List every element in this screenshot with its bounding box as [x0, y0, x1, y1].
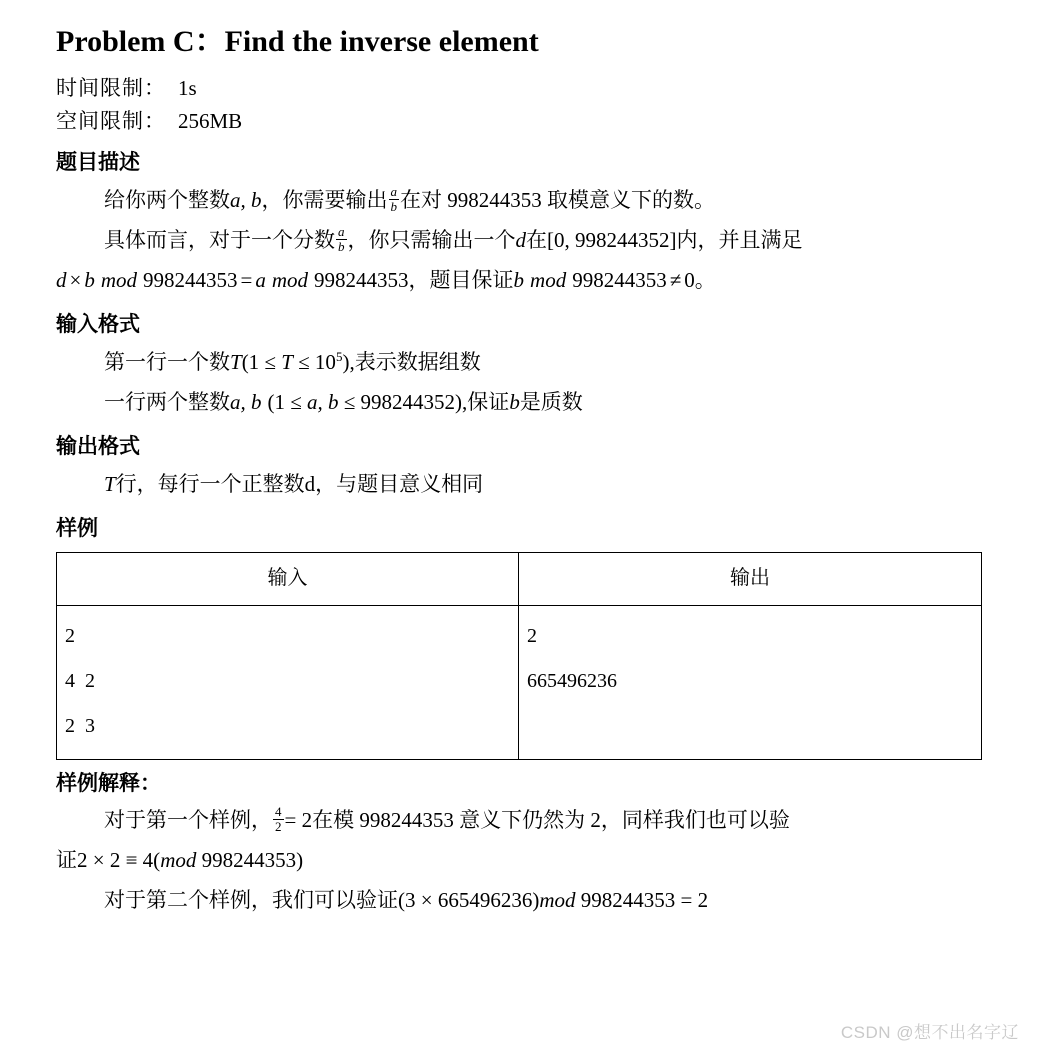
expl-l2-tail: 998244353): [196, 848, 304, 872]
output-format-line: [56, 464, 996, 504]
description-paragraph-1: [56, 180, 996, 220]
desc-p1-before: 给你两个整数: [104, 188, 230, 212]
input-l2-tail: 是质数: [519, 390, 583, 414]
expl-p1-before: 对于第一个样例，: [104, 808, 272, 832]
document-body: [56, 22, 996, 920]
formula-period: 。: [694, 268, 716, 292]
fraction-numerator: 4: [275, 804, 282, 820]
fraction-denominator: 2: [275, 818, 282, 834]
formula-comma-text: ，题目保证: [408, 268, 514, 292]
formula-mod-1: mod: [100, 268, 138, 292]
description-heading: 题目描述: [56, 150, 140, 174]
input-format-heading: 输入格式: [56, 312, 140, 336]
time-limit-line: [56, 72, 996, 105]
desc-p1-mid: ，你需要输出: [261, 188, 388, 212]
formula-mod-3: mod: [530, 268, 567, 292]
explanation-heading: 样例解释：: [56, 771, 161, 795]
sample-input-lines: [65, 614, 518, 749]
output-format-heading: 输出格式: [56, 434, 140, 458]
expl-l2-mod: mod: [160, 848, 197, 872]
desc-p1-vars: a, b: [230, 188, 262, 212]
formula-modulus-2: 998244353: [314, 268, 409, 292]
explanation-paragraph-2: [56, 880, 996, 920]
page-title: Problem C：Find the inverse element: [56, 25, 539, 58]
desc-p2-var-d: d: [515, 228, 527, 252]
sample-input-line-3: 2 3: [65, 715, 95, 737]
time-limit-label: 时间限制：: [56, 76, 166, 100]
sample-output-cell: [519, 606, 982, 760]
table-header-row: [57, 553, 982, 606]
input-l1-le: ≤ 10: [292, 350, 336, 374]
fraction-numerator: a: [338, 224, 345, 240]
formula-times: ×: [69, 268, 82, 292]
formula-modulus-3: 998244353: [572, 268, 667, 292]
fraction-denominator: b: [390, 198, 398, 214]
input-l2-var-b: b: [509, 390, 520, 414]
memory-limit-line: [56, 105, 996, 138]
sample-input-line-1: 2: [65, 625, 75, 647]
input-l2-cond-open: (1 ≤: [267, 390, 308, 414]
input-format-line-1: [56, 342, 996, 382]
formula-a: a: [255, 268, 266, 292]
formula-zero: 0: [684, 268, 695, 292]
expl-p1-after: 在模 998244353 意义下仍然为 2，同样我们也可以验: [312, 808, 790, 832]
expl-p2-mod: mod: [539, 888, 576, 912]
memory-limit-label: 空间限制：: [56, 109, 166, 133]
expl-l2-expr: 2 × 2 ≡ 4(: [77, 848, 161, 872]
input-l1-tail: ),表示数据组数: [342, 350, 481, 374]
formula-d: d: [56, 268, 67, 292]
sample-output-line-1: 2: [527, 625, 537, 647]
explanation-formula-line: [56, 840, 996, 880]
sample-output-line-2: 665496236: [527, 670, 617, 692]
fraction-numerator: a: [390, 184, 398, 200]
desc-p1-after: 在对 998244353 取模意义下的数。: [400, 188, 716, 212]
expl-l2-prefix: 证: [56, 848, 77, 872]
sample-output-lines: [527, 614, 981, 704]
formula-b: b: [84, 268, 95, 292]
description-paragraph-2: [56, 220, 996, 260]
formula-not-equal: ≠: [669, 268, 682, 292]
table-header-input: 输入: [57, 553, 519, 606]
fraction-a-over-b: [389, 185, 400, 213]
desc-p2-range: 在[0, 998244352]内，并且满足: [526, 228, 803, 252]
input-l2-vars: a, b: [230, 390, 262, 414]
desc-p2-mid: ，你只需输出一个: [347, 228, 516, 252]
input-l1-prefix: 第一行一个数: [104, 350, 230, 374]
expl-p2-before: 对于第二个样例，我们可以验证(3 × 665496236): [104, 888, 540, 912]
sample-heading: 样例: [56, 516, 98, 540]
table-row: [57, 606, 982, 760]
expl-p1-equals: = 2: [284, 808, 313, 832]
input-l1-exponent: 5: [335, 349, 343, 364]
input-l1-var-T2: T: [281, 350, 293, 374]
sample-input-cell: [57, 606, 519, 760]
sample-table: [56, 552, 982, 760]
input-format-line-2: [56, 382, 996, 422]
input-l2-prefix: 一行两个整数: [104, 390, 230, 414]
memory-limit-value: 256MB: [178, 109, 243, 133]
table-header-output: 输出: [519, 553, 982, 606]
expl-p2-after: 998244353 = 2: [575, 888, 709, 912]
input-l2-cond-close: ≤ 998244352),保证: [338, 390, 510, 414]
input-l2-vars-2: a, b: [307, 390, 339, 414]
fraction-4-over-2: [273, 805, 284, 833]
formula-mod-2: mod: [271, 268, 309, 292]
output-var-T: T: [104, 472, 116, 496]
input-l1-paren: (1 ≤: [241, 350, 282, 374]
sample-input-line-2: 4 2: [65, 670, 95, 692]
formula-equals: =: [240, 268, 253, 292]
input-l1-var-T: T: [230, 350, 242, 374]
output-line-rest: 行，每行一个正整数d，与题目意义相同: [115, 472, 484, 496]
csdn-watermark: CSDN @想不出名字辽: [840, 1023, 1019, 1042]
fraction-denominator: b: [338, 238, 345, 254]
fraction-a-over-b-2: [336, 225, 347, 253]
formula-b-2: b: [513, 268, 525, 292]
formula-modulus-1: 998244353: [143, 268, 238, 292]
explanation-paragraph-1: [56, 800, 996, 840]
desc-p2-before: 具体而言，对于一个分数: [104, 228, 335, 252]
description-formula-line: [56, 260, 996, 300]
time-limit-value: 1s: [178, 76, 197, 100]
